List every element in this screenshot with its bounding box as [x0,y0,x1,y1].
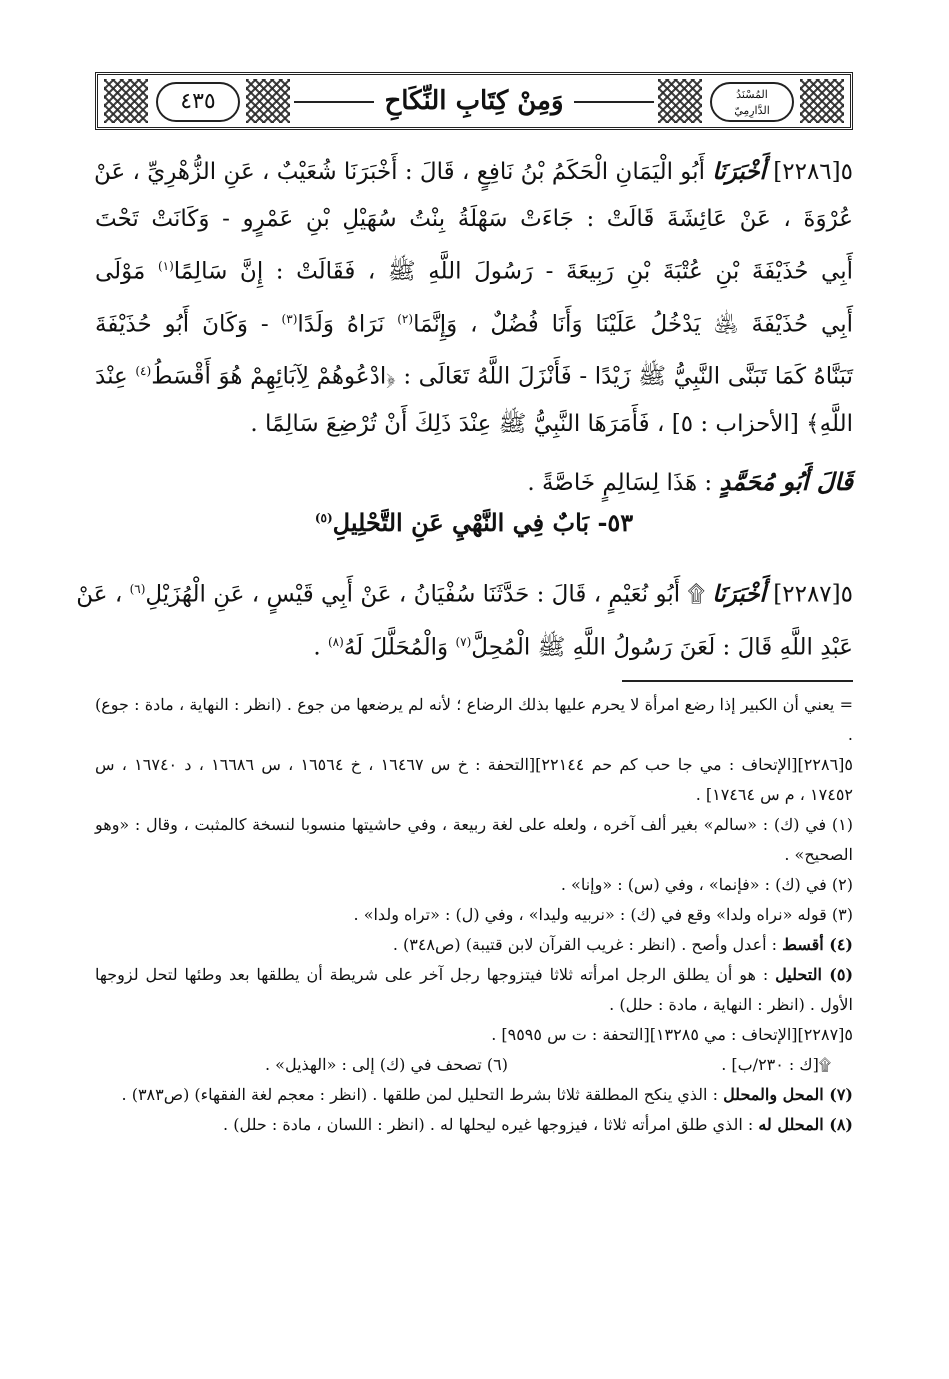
text-segment: عِنْدَ [95,363,128,390]
ornament-icon [658,79,702,123]
footnote-ref[interactable]: (١) [157,259,174,273]
qal-text: : هَذَا لِسَالِمٍ خَاصَّةً . [527,469,713,496]
seal-line: المُسْنَدُ [736,88,768,101]
footnote-ref[interactable]: (٢) [397,311,414,326]
footnote-text: : أعدل وأصح . (انظر : غريب القرآن لابن قتيبة) (ص٣٤٨) . [392,935,778,954]
footnote-term: (٤) أقسط [782,935,853,954]
takhrij-note: ٥[٢٢٨٦][الإتحاف : مي جا حب كم حم ٢٢١٤٤][التحفة : خ س ١٦٤٦٧ ، خ ١٦٥٦٤ ، س ١٦٦٨٦ ، د ١٦٧٤٠ ، س ١٧٤٥٢ ، م س ١٧٤٦٤] . [95,755,853,804]
footnote-1: (١) في (ك) : «سالم» بغير ألف آخره ، ولعله على لغة ربيعة ، وفي حاشيتها منسوبا لنسخة كالمثبت ، وقال : «وهو الصحيح» . [95,815,853,864]
ornament-icon [246,79,290,123]
text-line [95,348,853,401]
text-segment: أَبُو الْيَمَانِ الْحَكَمُ بْنُ نَافِعٍ ، قَالَ : أَخْبَرَنَا شُعَيْبٌ ، عَنِ الزُّهْرِيِّ ، عَنْ [93,159,705,185]
footnote-5 [95,960,853,1020]
ornament-icon [800,79,844,123]
text-line [76,566,853,619]
text-segment: نَرَاهُ وَلَدًا [297,311,385,338]
hadith-2287 [76,566,853,671]
footnote-term: (٨) المحلل له [758,1115,853,1134]
takhrij-note: ٥[٢٢٨٧][الإتحاف : مي ١٣٢٨٥][التحفة : ت س ٩٥٩٥] . [491,1025,853,1044]
hadith-number: ٥[٢٢٨٦] [773,159,853,185]
ornament-icon [104,79,148,123]
folio-note: ۩[ك : ٢٣٠/ب] . [721,1055,831,1074]
footnote-text: : الذي ينكح المطلقة ثلاثا بشرط التحليل لمن طلقها . (انظر : معجم لغة الفقهاء) (ص٣٨٣) . [121,1085,718,1104]
footnote-term: (٥) التحليل [775,965,854,984]
footnote-6: (٦) تصحف في (ك) إلى : «الهذيل» . [265,1055,508,1074]
text-segment: عَبْدِ اللَّهِ قَالَ : لَعَنَ رَسُولُ اللَّهِ ﷺ الْمُحِلَّ [471,634,853,661]
page-number: ٤٣٥ [156,82,240,122]
text-segment: تَبَنَّاهُ كَمَا تَبَنَّى النَّبِيُّ ﷺ زَيْدًا - فَأَنْزَلَ اللَّهُ تَعَالَى : ﴿ادْعُوهُمْ لِآبَائِهِمْ هُوَ أَقْسَطُ [151,363,853,390]
footnote-ref[interactable]: (٦) [129,582,146,596]
footnotes [95,690,853,1140]
footnote-divider [622,680,853,682]
hadith-2286 [95,148,853,513]
akhbarana-word: أَخْبَرَنَا [712,158,766,185]
text-segment: أَبِي حُذَيْفَةَ بْنِ عُتْبَةَ بْنِ رَبِيعَةَ - رَسُولَ اللَّهِ ﷺ ، فَقَالَتْ : إِنَّ سَالِمًا [173,258,854,285]
footnote-continuation: = يعني أن الكبير إذا رضع امرأة لا يحرم عليها بذلك الرضاع ؛ لأنه لم يرضعها من جوع . (انظر : النهاية ، مادة : جوع) . [95,695,853,744]
text-line [95,148,853,196]
book-seal [710,82,794,122]
akhbarana-word: أَخْبَرَنَا [712,580,766,608]
bab-heading [95,508,853,537]
page-header [95,72,853,130]
footnote-ref[interactable]: (٨) [327,634,344,649]
bab-title: ٥٣- بَابٌ فِي النَّهْيِ عَنِ التَّحْلِيلِ [332,508,634,537]
hadith-number: ٥[٢٢٨٧] [773,581,853,608]
text-line: عُرْوَةَ ، عَنْ عَائِشَةَ قَالَتْ : جَاءَتْ سَهْلَةُ بِنْتُ سُهَيْلِ بْنِ عَمْرٍو - وَكَانَتْ تَحْتَ [95,206,853,232]
text-segment: مَوْلَى [95,258,146,285]
chapter-title: وَمِنْ كِتَابِ النِّكَاحِ [374,86,573,116]
footnote-7 [95,1080,853,1110]
footnote-8 [95,1110,853,1140]
footnote-ref[interactable]: (٤) [135,364,152,379]
text-line [95,619,853,672]
seal-line: الدَّارِمِيّ [734,104,770,117]
text-line [95,296,853,349]
text-segment: أَبِي حُذَيْفَةَ ﵁ يَدْخُلُ عَلَيْنَا وَأَنَا فُضُلٌ ، وَإِنَّمَا [413,311,854,338]
footnote-ref[interactable]: (٥) [314,511,333,525]
text-line: اللَّهِ﴾ [الأحزاب : ٥] ، فَأَمَرَهَا النَّبِيُّ ﷺ عِنْدَ ذَلِكَ أَنْ تُرْضِعَ سَالِمًا . [250,410,853,437]
footnote-ref[interactable]: (٧) [455,634,472,649]
footnote-ref[interactable]: (٣) [281,311,298,326]
footnote-3: (٣) قوله «نراه ولدا» وقع في (ك) : «نربيه وليدا» ، وفي (ل) : «تراه ولدا» . [353,905,853,924]
text-segment: وَالْمُحَلَّلَ لَهُ [343,634,449,661]
footnote-text: : الذي طلق امرأته ثلاثا ، فيزوجها غيره ليحلها له . (انظر : اللسان ، مادة : حلل) . [223,1115,754,1134]
text-segment: ۩ أَبُو نُعَيْمٍ ، قَالَ : حَدَّثَنَا سُفْيَانُ ، عَنْ أَبِي قَيْسٍ ، عَنِ الْهُزَيْلِ [145,581,705,608]
qal-line [95,448,853,513]
footnote-term: (٧) المحل والمحلل [723,1085,853,1104]
text-segment: ، عَنْ [76,581,123,608]
footnote-text: : هو أن يطلق الرجل امرأته ثلاثا فيتزوجها رجل آخر على شريطة أن يطلقها بعد وطئها لتحل لزوجها الأول . (انظر : النهاية ، مادة : حلل) . [95,965,853,1014]
footnote-row [95,1050,853,1080]
qal-label: قَالَ أَبُو مُحَمَّدٍ [719,466,853,496]
text-segment: - وَكَانَ أَبُو حُذَيْفَةَ [95,311,269,338]
text-segment: . [313,634,321,661]
footnote-4 [95,930,853,960]
text-line [95,243,853,296]
footnote-2: (٢) في (ك) : «فإنما» ، وفي (س) : «وإنا» . [560,875,853,894]
